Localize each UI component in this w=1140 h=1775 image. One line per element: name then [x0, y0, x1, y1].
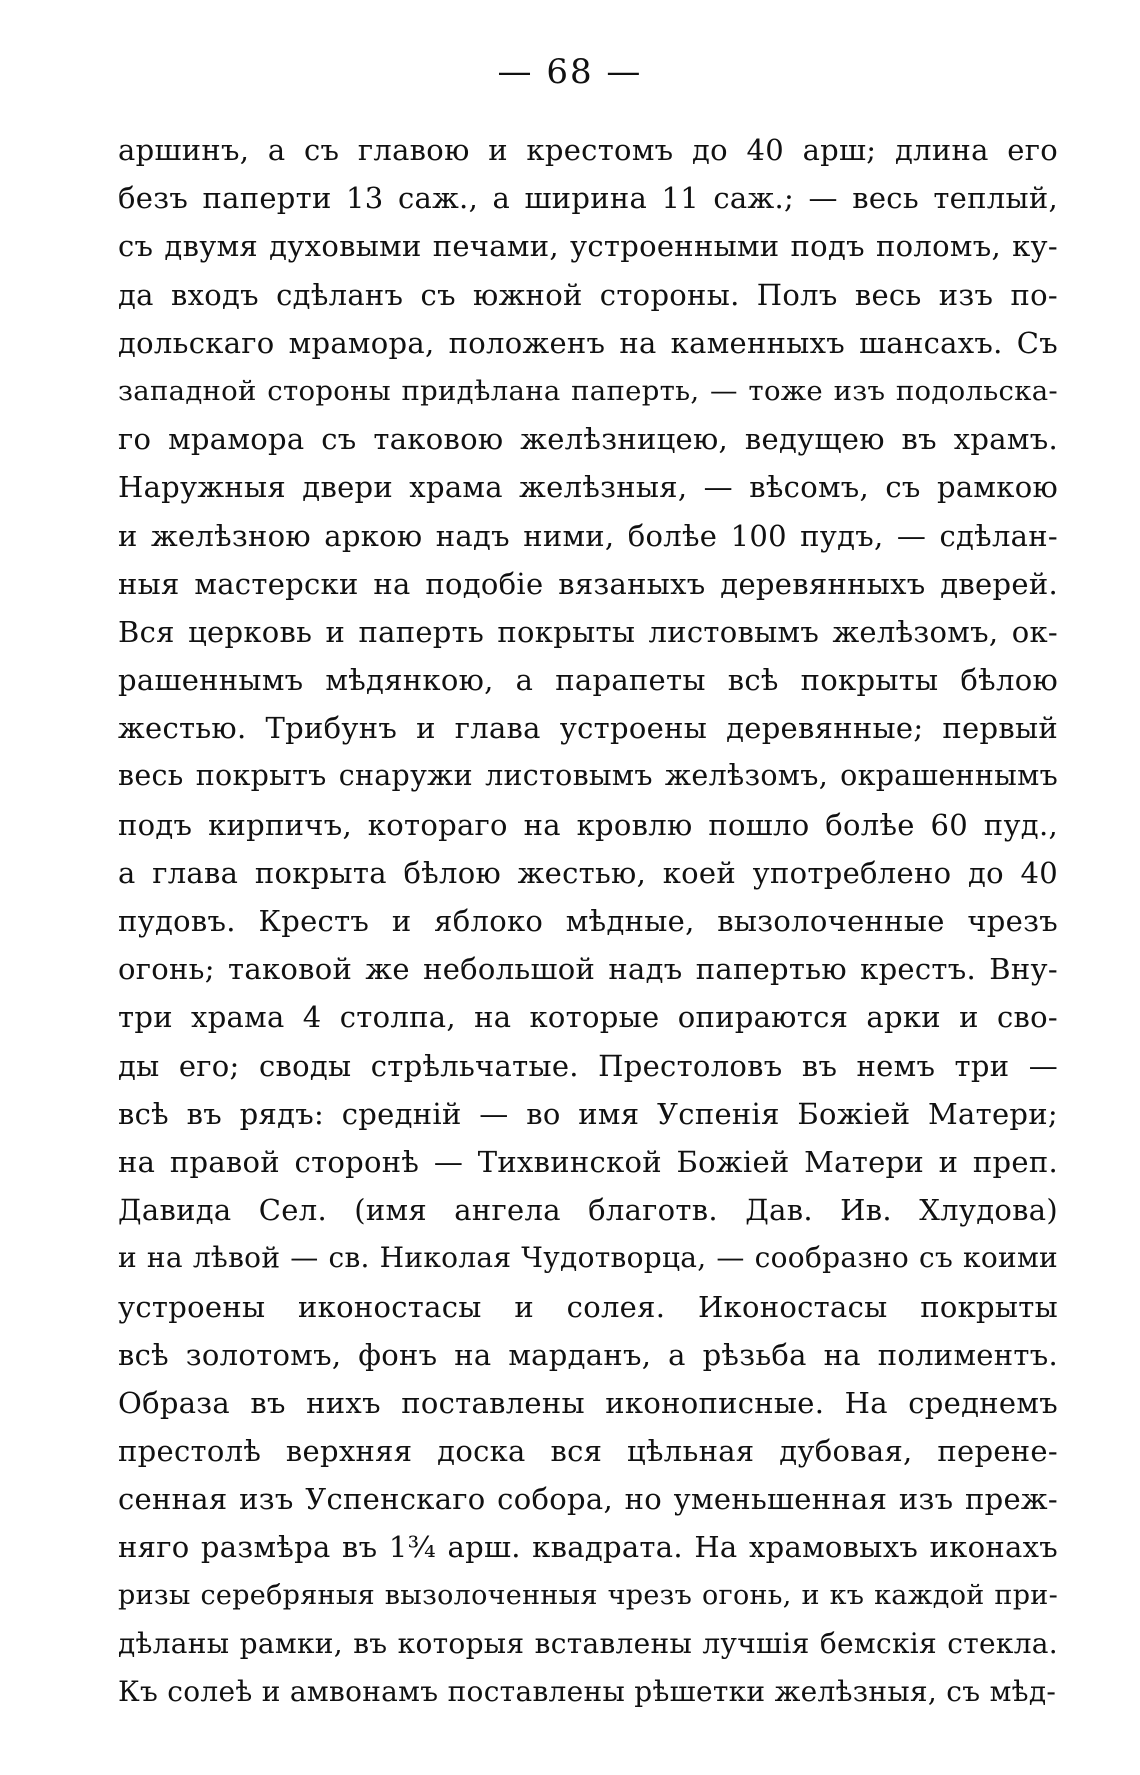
text-line: рашеннымъ мѣдянкою, а парапеты всѣ покрыты бѣлою — [118, 663, 1058, 698]
page-number: — 68 — — [497, 52, 643, 92]
text-line: всѣ въ рядъ: средній — во имя Успенія Божіей Матери; — [118, 1096, 1058, 1131]
text-line: три храма 4 столпа, на которые опираются арки и сво- — [118, 1000, 1058, 1035]
text-line: огонь; таковой же небольшой надъ папертью крестъ. Вну- — [118, 952, 1058, 987]
text-line: подъ кирпичъ, котораго на кровлю пошло болѣе 60 пуд., — [118, 807, 1058, 842]
text-line: аршинъ, а съ главою и крестомъ до 40 арш; длина его — [118, 133, 1058, 167]
text-line: на правой сторонѣ — Тихвинской Божіей Матери и преп. — [118, 1144, 1058, 1179]
text-line: Образа въ нихъ поставлены иконописные. На среднемъ — [118, 1385, 1058, 1420]
text-line: го мрамора съ таковою желѣзницею, ведущею въ храмъ. — [118, 422, 1058, 457]
text-line: дольскаго мрамора, положенъ на каменныхъ шансахъ. Съ — [118, 325, 1058, 360]
text-line: Вся церковь и паперть покрыты листовымъ желѣзомъ, ок- — [118, 614, 1058, 649]
text-line: ды его; своды стрѣльчатые. Престоловъ въ немъ три — — [118, 1048, 1058, 1083]
text-line: няго размѣра въ 1¾ арш. квадрата. На храмовыхъ иконахъ — [118, 1530, 1058, 1565]
body-text — [118, 126, 1058, 1716]
text-line: а глава покрыта бѣлою жестью, коей употреблено до 40 — [118, 855, 1058, 890]
text-line: сенная изъ Успенскаго собора, но уменьшенная изъ преж- — [118, 1482, 1058, 1517]
text-line: ризы серебряныя вызолоченныя чрезъ огонь, и къ каждой при- — [118, 1579, 1058, 1611]
text-line: западной стороны придѣлана паперть, — тоже изъ подольска- — [118, 374, 1058, 407]
text-line: безъ паперти 13 саж., а ширина 11 саж.; — весь теплый, — [118, 181, 1058, 216]
text-line: ныя мастерски на подобіе вязаныхъ деревянныхъ дверей. — [118, 566, 1058, 601]
text-line: и на лѣвой — св. Николая Чудотворца, — сообразно съ коими — [118, 1241, 1058, 1275]
text-line: престолѣ верхняя доска вся цѣльная дубовая, перене- — [118, 1434, 1058, 1469]
text-line: дѣланы рамки, въ которыя вставлены лучшія бемскія стекла. — [118, 1626, 1058, 1660]
text-line: всѣ золотомъ, фонъ на марданъ, а рѣзьба на полиментъ. — [118, 1337, 1058, 1372]
text-line: съ двумя духовыми печами, устроенными подъ поломъ, ку- — [118, 229, 1058, 264]
text-line: весь покрытъ снаружи листовымъ желѣзомъ, окрашеннымъ — [118, 759, 1058, 793]
text-line: пудовъ. Крестъ и яблоко мѣдные, вызолоченные чрезъ — [118, 904, 1058, 938]
text-line: Наружныя двери храма желѣзныя, — вѣсомъ, съ рамкою — [118, 470, 1058, 505]
text-line: Къ солеѣ и амвонамъ поставлены рѣшетки желѣзныя, съ мѣд- — [118, 1675, 1057, 1708]
text-line: жестью. Трибунъ и глава устроены деревянные; первый — [118, 711, 1058, 746]
text-line: Давида Сел. (имя ангела благотв. Дав. Ив. Хлудова) — [118, 1193, 1058, 1228]
text-line: и желѣзною аркою надъ ними, болѣе 100 пудъ, — сдѣлан- — [118, 518, 1058, 553]
text-line: да входъ сдѣланъ съ южной стороны. Полъ весь изъ по- — [118, 277, 1058, 312]
text-line: устроены иконостасы и солея. Иконостасы покрыты — [118, 1289, 1058, 1324]
